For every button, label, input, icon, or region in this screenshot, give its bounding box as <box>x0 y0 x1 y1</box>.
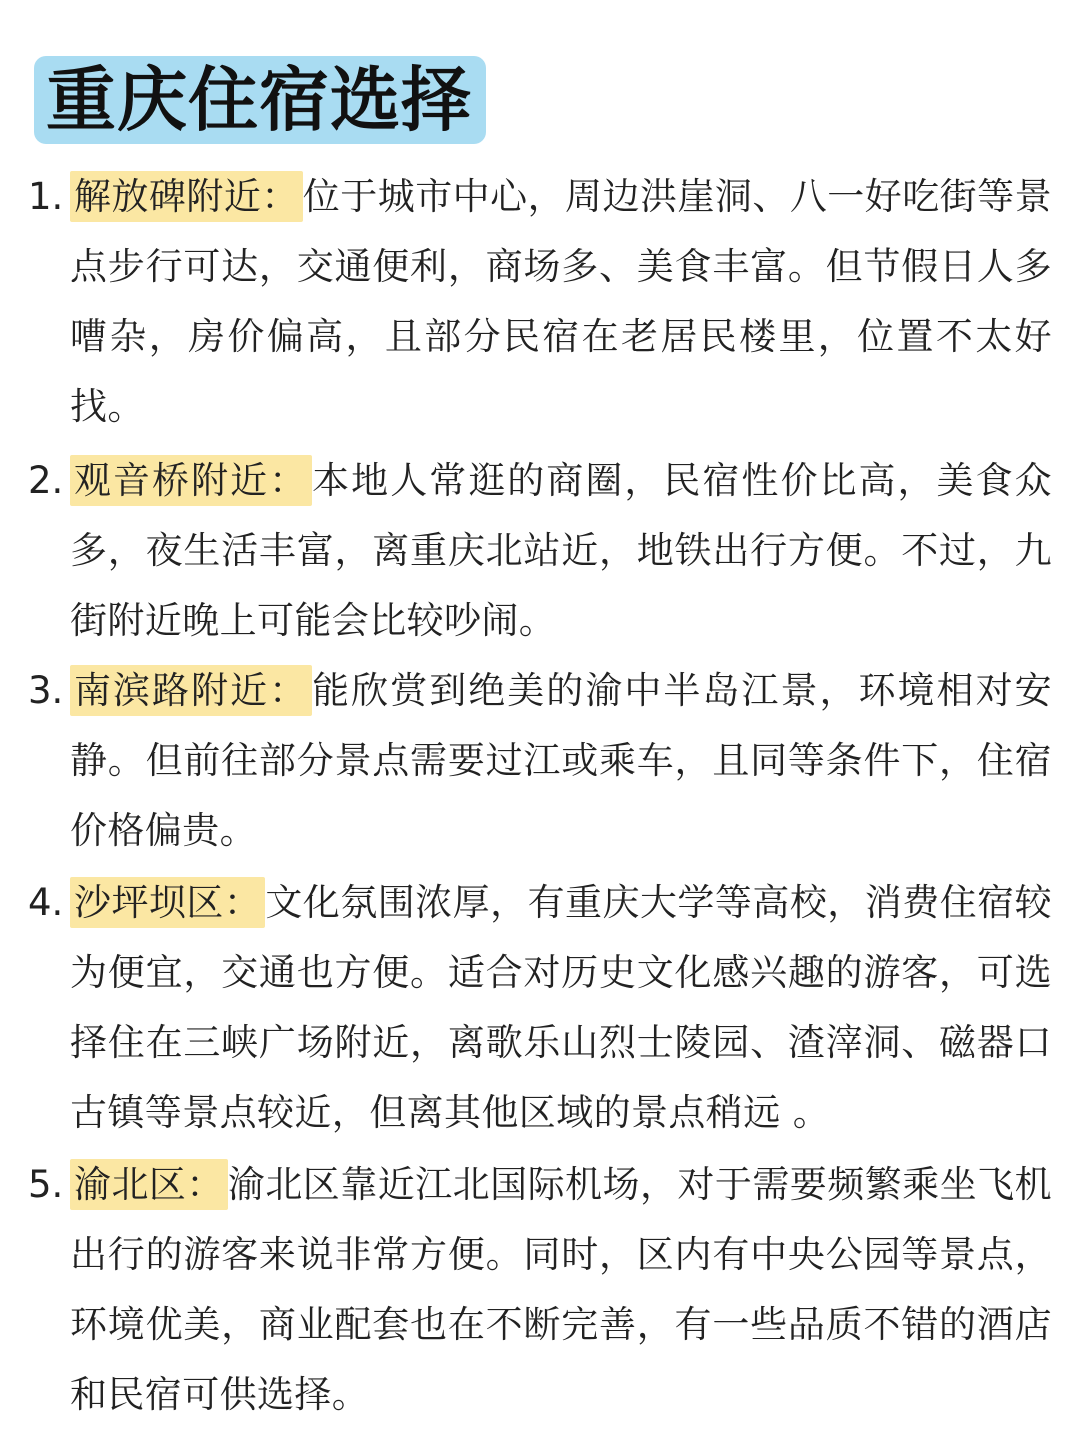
item-number: 4. <box>28 881 64 924</box>
item-number: 1. <box>28 175 64 218</box>
item-description: 文化氛围浓厚，有重庆大学等高校，消费住宿较为便宜，交通也方便。适合对历史文化感兴趣的游客，可选择住在三峡广场附近，离歌乐山烈士陵园、渣滓洞、磁器口古镇等景点较近，但离其他区域的景点稍远 。 <box>70 881 1053 1134</box>
item-label: 解放碑附近： <box>70 171 303 222</box>
title-highlight <box>34 56 486 144</box>
item-number: 2. <box>28 459 64 502</box>
item-label: 渝北区： <box>70 1159 228 1210</box>
list-item <box>28 1150 1052 1430</box>
item-label: 观音桥附近： <box>70 455 312 506</box>
item-description: 本地人常逛的商圈，民宿性价比高，美食众多，夜生活丰富，离重庆北站近，地铁出行方便。不过，九街附近晚上可能会比较吵闹。 <box>70 459 1052 642</box>
page-title: 重庆住宿选择 <box>46 59 472 141</box>
item-description: 能欣赏到绝美的渝中半岛江景，环境相对安静。但前往部分景点需要过江或乘车，且同等条件下，住宿价格偏贵。 <box>70 669 1052 852</box>
list-item <box>28 162 1052 442</box>
item-label: 沙坪坝区： <box>70 877 265 928</box>
list-item <box>28 868 1052 1148</box>
item-label: 南滨路附近： <box>70 665 312 716</box>
list-item <box>28 446 1052 656</box>
item-description: 渝北区靠近江北国际机场，对于需要频繁乘坐飞机出行的游客来说非常方便。同时，区内有中央公园等景点，环境优美，商业配套也在不断完善，有一些品质不错的酒店和民宿可供选择。 <box>70 1163 1052 1416</box>
item-text <box>70 446 1052 656</box>
item-text <box>70 868 1052 1148</box>
item-number: 5. <box>28 1163 64 1206</box>
item-description: 位于城市中心，周边洪崖洞、八一好吃街等景点步行可达，交通便利，商场多、美食丰富。但节假日人多嘈杂，房价偏高，且部分民宿在老居民楼里，位置不太好找。 <box>70 175 1053 428</box>
item-text <box>70 1150 1052 1430</box>
item-text <box>70 162 1052 442</box>
item-text <box>70 656 1052 866</box>
item-number: 3. <box>28 669 64 712</box>
list-item <box>28 656 1052 866</box>
